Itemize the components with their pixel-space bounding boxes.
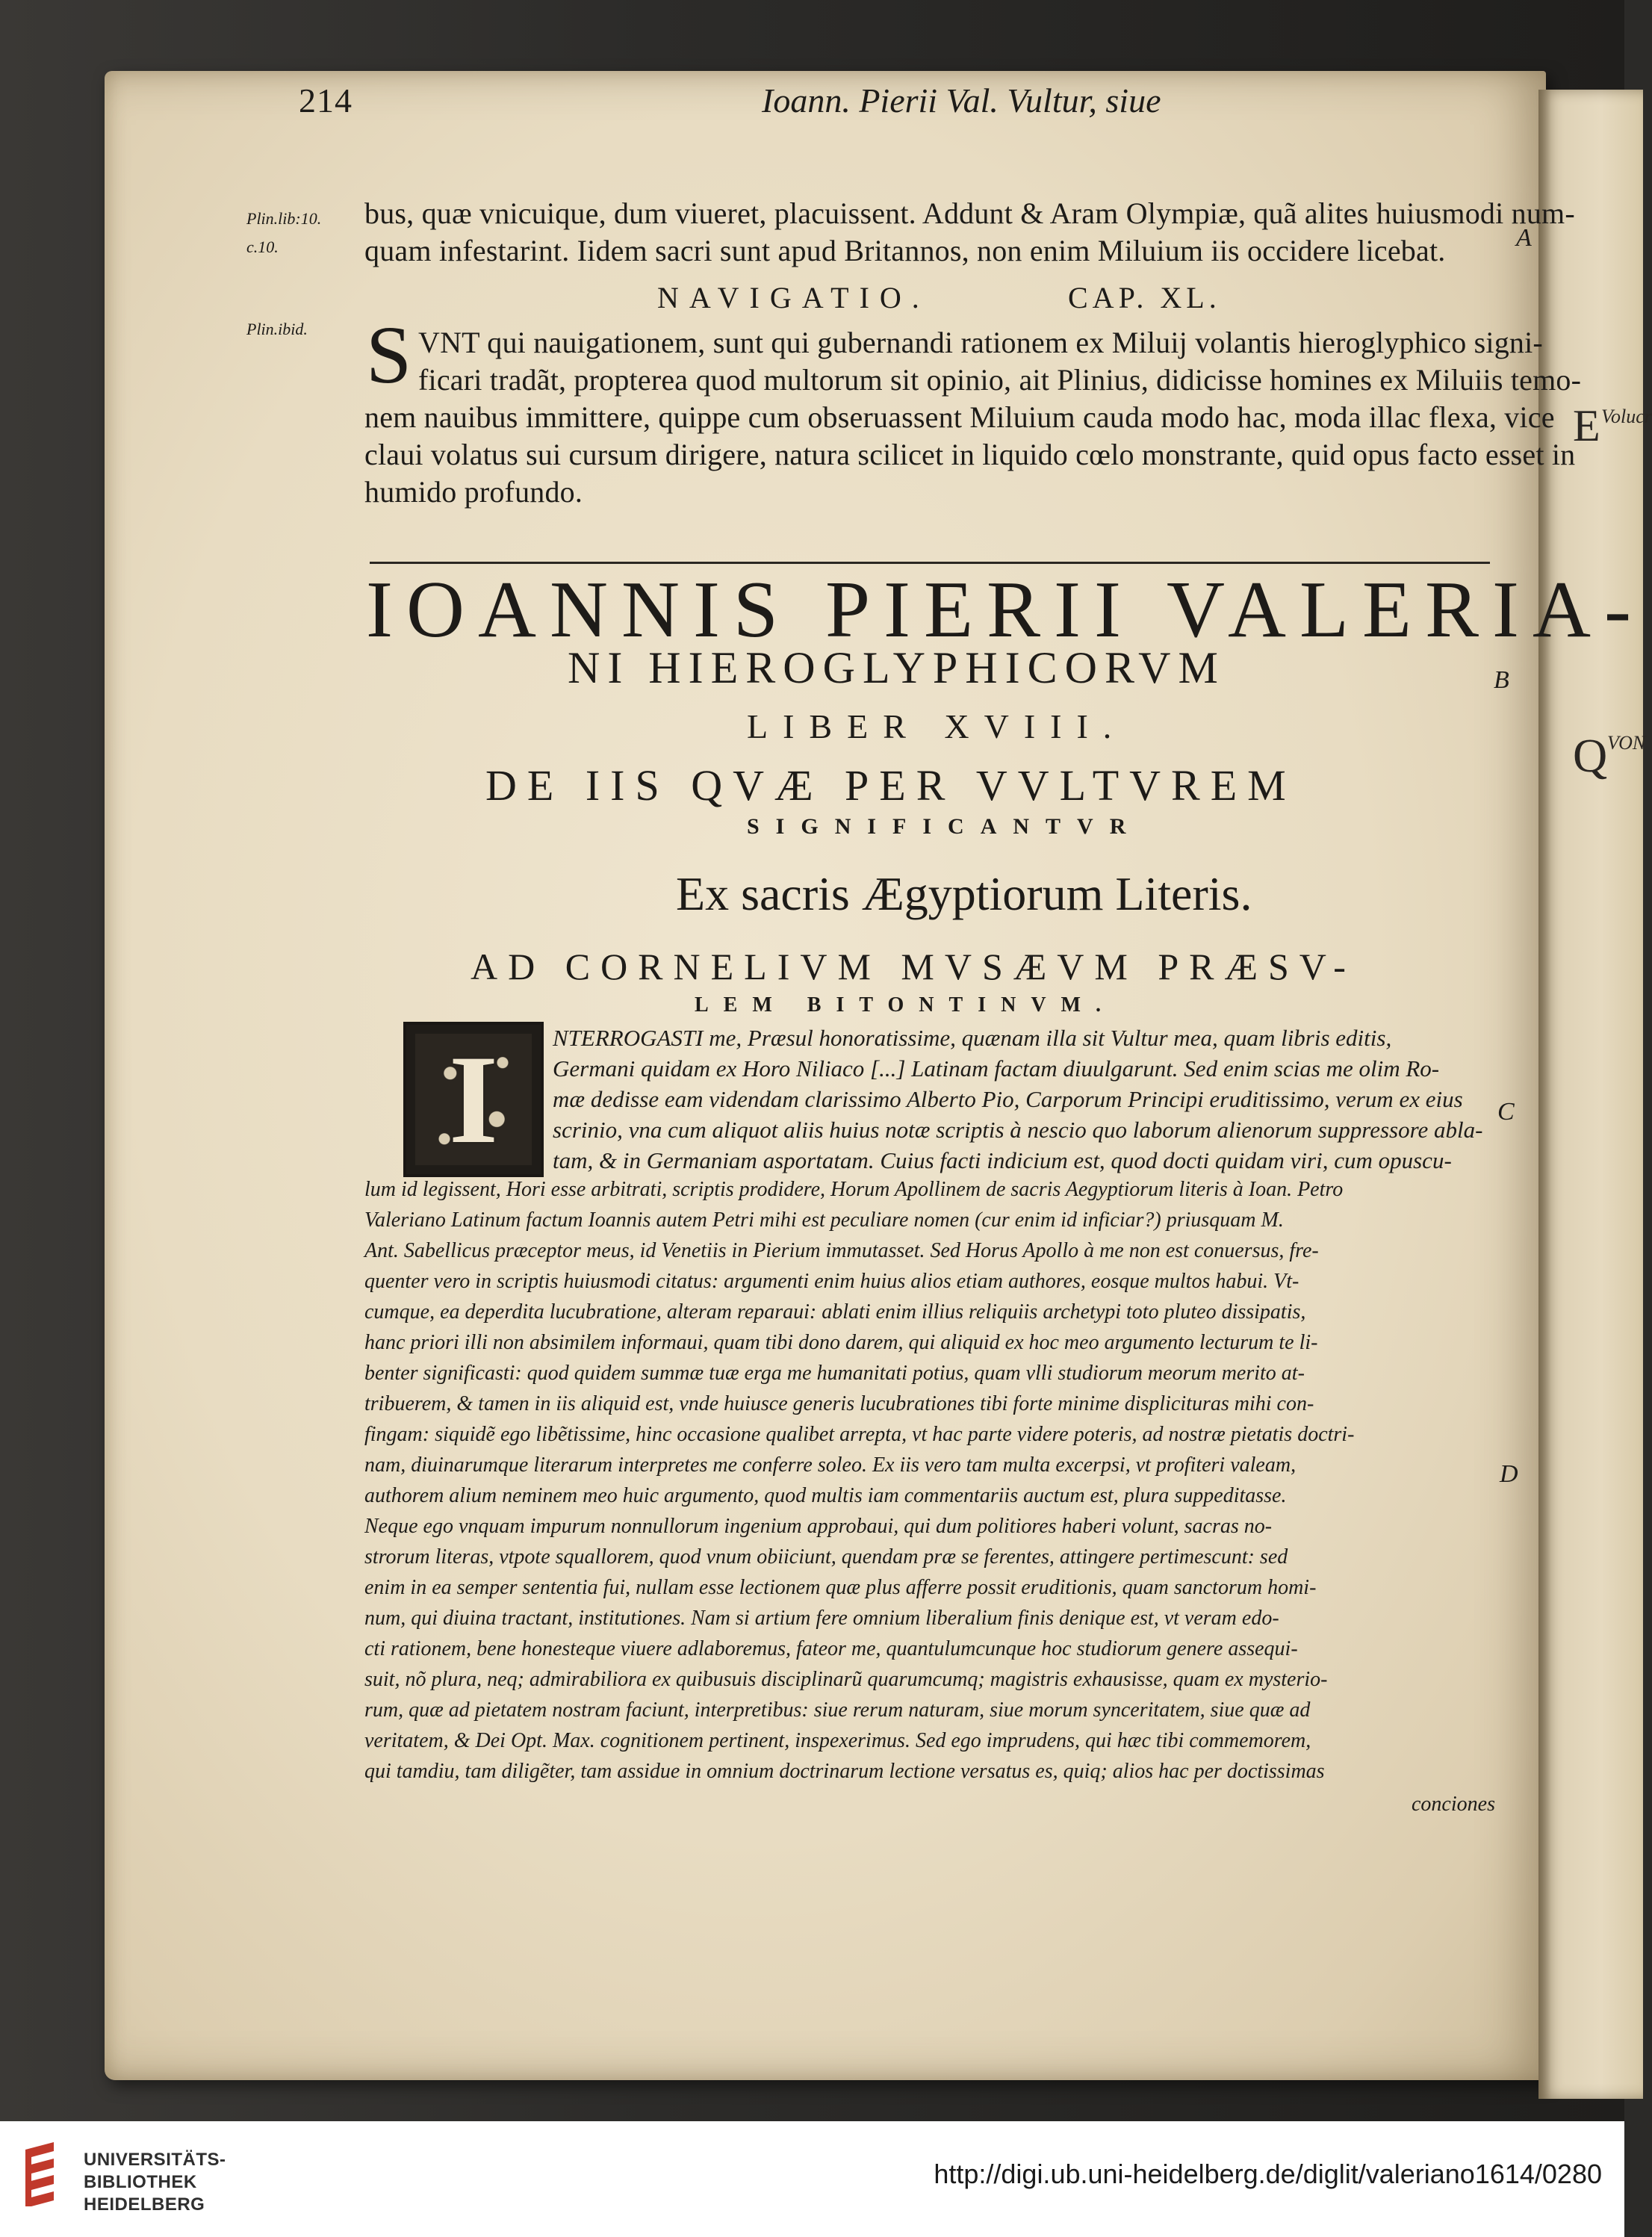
side-letter: D xyxy=(1500,1460,1518,1488)
running-title: Ioann. Pierii Val. Vultur, siue xyxy=(762,81,1161,120)
text-line: suit, nõ plura, neq; admirabiliora ex quibusuis disciplinarũ quarumcumq; magistris exhausisse, quam ex mysterio- xyxy=(364,1668,1328,1691)
text-line: hanc priori illi non absimilem informaui, quam tibi dono darem, qui aliquid ex hoc meo argumento lecturum te li- xyxy=(364,1331,1318,1354)
text-line: strorum literas, vtpote squallorem, quod vnum obiiciunt, quendam præ se ferentes, attingere pertimescunt: sed xyxy=(364,1545,1288,1569)
text-line: ficari tradãt, propterea quod multorum sit opinio, ait Plinius, didicisse homines ex Miluiis temo- xyxy=(418,363,1582,397)
section-heading: NAVIGATIO. xyxy=(657,281,930,314)
text-line: Germani quidam ex Horo Niliaco [...] Latinam factam diuulgarunt. Sed enim scias me olim Ro- xyxy=(553,1055,1440,1082)
facing-fragment: Volucr xyxy=(1601,406,1652,427)
text-line: veritatem, & Dei Opt. Max. cognitionem pertinent, inspexerimus. Sed ego imprudens, qui hæc tibi commemorem, xyxy=(364,1729,1311,1752)
book-title-line: SIGNIFICANTVR xyxy=(747,814,1143,839)
book-title-line: LIBER XVIII. xyxy=(747,707,1127,745)
initial-letter: I xyxy=(448,1029,499,1170)
facing-fragment: Q xyxy=(1573,729,1608,782)
text-line: qui tamdiu, tam diligẽter, tam assidue in omnium doctrinarum lectione versatus es, quiq; alios hac per doctissimas xyxy=(364,1760,1325,1783)
initial-letter: S xyxy=(366,309,412,400)
book-subtitle: Ex sacris Ægyptiorum Literis. xyxy=(676,867,1252,920)
text-line: benter significasti: quod quidem summæ tuæ erga me humanitati potius, quam vlli studiorum meorum merito at- xyxy=(364,1362,1305,1385)
margin-note: Plin.ibid. xyxy=(246,320,308,338)
dedication-heading: LEM BITONTINVM. xyxy=(695,993,1116,1017)
text-line: claui volatus sui cursum dirigere, natura scilicet in liquido cœlo monstrante, quid opus facto esset in xyxy=(364,438,1576,471)
text-line: Ant. Sabellicus præceptor meus, id Venetiis in Pierium immutasset. Sed Horus Apollo à me non est conuersus, fre- xyxy=(364,1239,1319,1262)
text-line: cumque, ea deperdita lucubratione, alteram reparaui: ablati enim illius reliquiis archetypi toto pluteo dissipatis, xyxy=(364,1300,1306,1324)
text-line: bus, quæ vnicuique, dum viueret, placuissent. Addunt & Aram Olympiæ, quã alites huiusmodi num- xyxy=(364,196,1575,230)
text-line: Neque ego vnquam impurum nonnullorum ingenium approbaui, qui dum politiores haberi volunt, sacras no- xyxy=(364,1515,1273,1538)
running-head xyxy=(299,81,1419,120)
text-line: Valeriano Latinum factum Ioannis autem Petri mihi est peculiare nomen (cur enim id inficiar?) priusquam M. xyxy=(364,1209,1284,1232)
text-line: tam, & in Germaniam asportatam. Cuius facti indicium est, quod docti quidam viri, cum opuscu- xyxy=(553,1147,1452,1173)
facing-fragment: VON xyxy=(1607,732,1646,754)
facing-fragment: E xyxy=(1573,401,1600,450)
dedication-heading: AD CORNELIVM MVSÆVM PRÆSV- xyxy=(471,946,1356,987)
text-line: VNT qui nauigationem, sunt qui gubernandi rationem ex Miluij volantis hieroglyphico signi- xyxy=(418,326,1543,359)
text-line: quenter vero in scriptis huiusmodi citatus: argumenti enim huius alios etiam authores, eosque multos habui. Vt- xyxy=(364,1270,1299,1293)
margin-note: Plin.lib:10. xyxy=(246,209,322,228)
text-line: nam, diuinarumque literarum interpretes me conferre soleo. Ex iis vero tam multa excerpsi, vt profiteri valeam, xyxy=(364,1453,1297,1477)
text-line: rum, quæ ad pietatem nostram faciunt, interpretibus: siue rerum naturam, siue morum synceritatem, siue quæ ad xyxy=(364,1698,1311,1722)
book-title-line: NI HIEROGLYPHICORVM xyxy=(568,643,1226,692)
page-number: 214 xyxy=(299,81,353,120)
text-line: mæ dedisse eam videndam clarissimo Alberto Pio, Carporum Principi eruditissimo, verum ex eius xyxy=(553,1086,1463,1112)
logo-text: HEIDELBERG xyxy=(84,2194,205,2215)
text-line: num, qui diuina tractant, institutiones. Nam si artium fere omnium liberalium finis denique est, vt veram edo- xyxy=(364,1607,1279,1630)
section-chapter: CAP. XL. xyxy=(1068,281,1221,314)
library-logo-icon[interactable] xyxy=(21,2139,66,2214)
catchword: conciones xyxy=(1412,1793,1495,1816)
text-line: quam infestarint. Iidem sacri sunt apud Britannos, non enim Miluium iis occidere licebat. xyxy=(364,234,1446,267)
decorated-initial xyxy=(403,1022,544,1177)
book-title-line: DE IIS QVÆ PER VVLTVREM xyxy=(485,761,1297,810)
footer-bar xyxy=(0,2121,1624,2237)
text-line: NTERROGASTI me, Præsul honoratissime, quænam illa sit Vultur mea, quam libris editis, xyxy=(553,1025,1392,1051)
page-url-link[interactable]: http://digi.ub.uni-heidelberg.de/diglit/valeriano1614/0280 xyxy=(934,2159,1602,2189)
text-line: tribuerem, & tamen in iis aliquid est, vnde huiusce generis lucubrationes tibi forte minime displicituras mihi con- xyxy=(364,1392,1314,1415)
side-letter: A xyxy=(1516,224,1532,252)
text-line: authorem alium neminem meo huic argumento, quod multis iam commentariis auctum est, plura suppeditasse. xyxy=(364,1484,1287,1507)
text-line: humido profundo. xyxy=(364,475,583,509)
logo-text: UNIVERSITÄTS- xyxy=(84,2150,226,2170)
text-line: cti rationem, bene honesteque viuere adlaboremus, fateor me, quantulumcunque hoc studiorum genere assequi- xyxy=(364,1637,1298,1660)
logo-text: BIBLIOTHEK xyxy=(84,2172,197,2192)
text-line: scrinio, vna cum aliquot aliis huius notæ scriptis à nescio quo laborum alienorum suppressore abla- xyxy=(553,1117,1483,1143)
text-line: nem nauibus immittere, quippe cum obseruassent Miluium cauda modo hac, moda illac flexa, vice xyxy=(364,400,1555,434)
text-line: lum id legissent, Hori esse arbitrati, scriptis prodidere, Horum Apollinem de sacris Aegyptiorum literis à Ioan. Petro xyxy=(364,1178,1344,1201)
side-letter: C xyxy=(1497,1098,1515,1126)
text-line: enim in ea semper sententia fui, nullam esse lectionem quæ plus afferre possit eruditionis, quam sanctorum homi- xyxy=(364,1576,1317,1599)
side-letter: B xyxy=(1494,666,1509,694)
text-line: fingam: siquidẽ ego libẽtissime, hinc occasione qualibet arrepta, vt hac parte videre poteris, ad nostræ pietatis doctri- xyxy=(364,1423,1355,1446)
margin-note: c.10. xyxy=(246,238,279,256)
book-title-line: IOANNIS PIERII VALERIA- xyxy=(366,565,1645,654)
